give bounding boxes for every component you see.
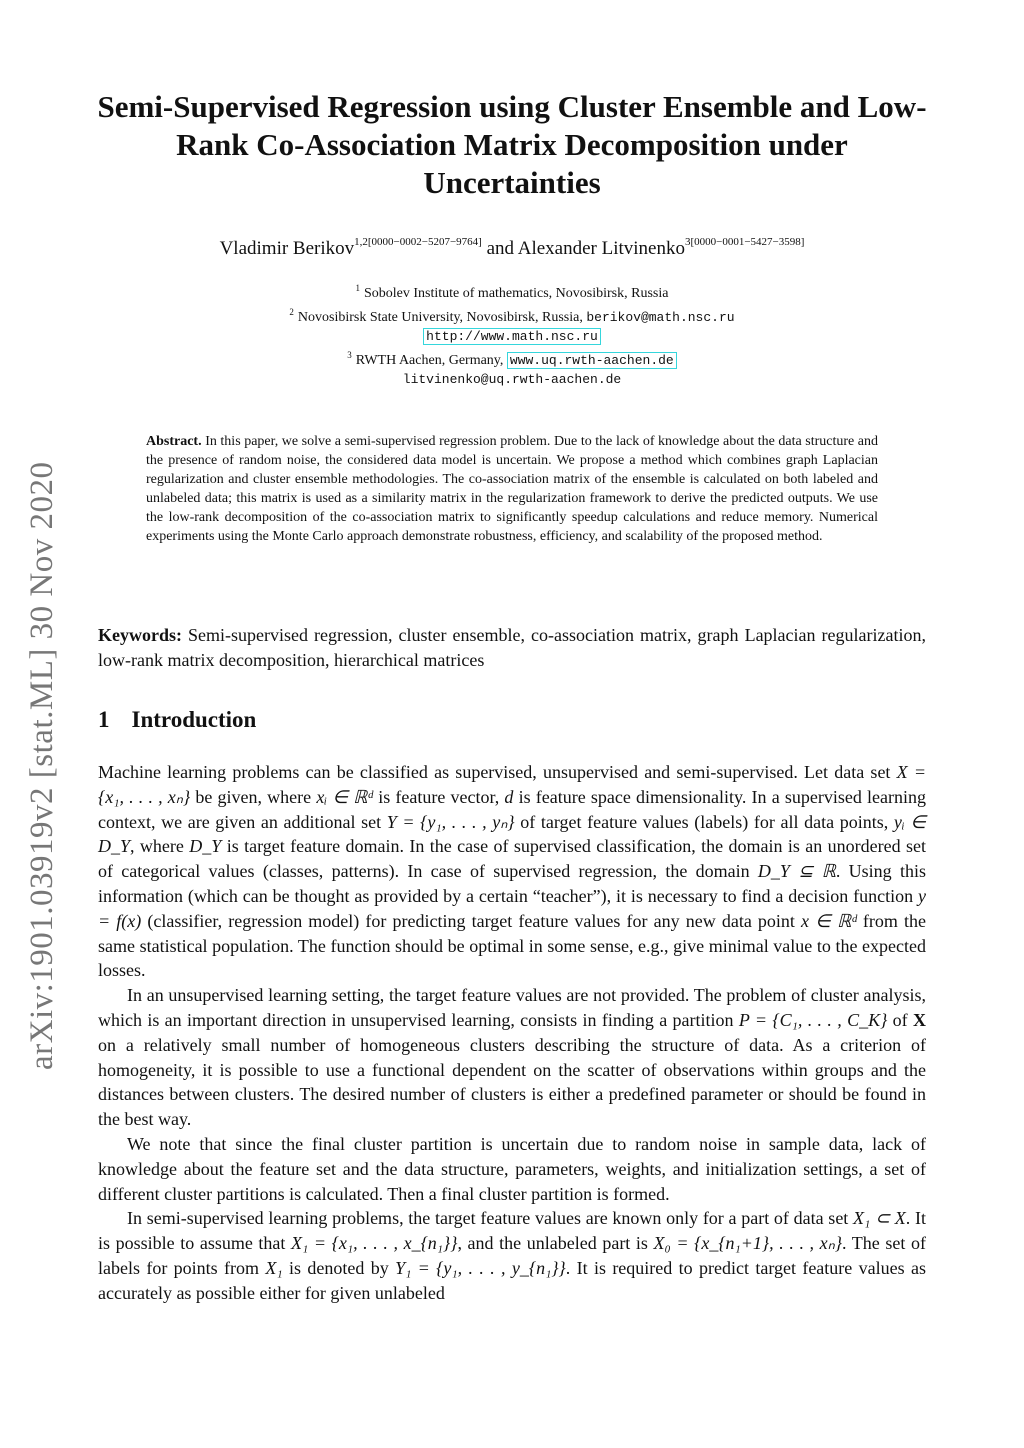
text-run: from the same statistical population. The function should be optimal in some sense, e.g., give minimal value to the expected losses. — [98, 910, 926, 981]
math-inline: P = {C₁, . . . , C_K} — [738, 1009, 888, 1030]
text-run: . The set of labels for points from — [98, 1233, 926, 1278]
math-inline: X₁ = {x₁, . . . , x_{n₁}} — [291, 1233, 458, 1254]
paragraph — [98, 983, 926, 1132]
paragraph — [98, 760, 926, 983]
math-inline: X = {x₁, . . . , xₙ} — [98, 762, 926, 807]
math-inline: D_Y — [189, 836, 222, 857]
url-link[interactable]: www.uq.rwth-aachen.de — [507, 352, 677, 369]
math-inline: X₁ ⊂ X — [853, 1208, 906, 1229]
affiliation-line — [90, 327, 934, 346]
math-inline: xᵢ ∈ ℝᵈ — [316, 786, 374, 807]
text-run: of — [887, 1009, 913, 1030]
text-run: be given, where — [190, 786, 317, 807]
keywords-text: Semi-supervised regression, cluster ensemble, co-association matrix, graph Laplacian regularization, low-rank matrix decomposition, hierarchical matrices — [98, 625, 927, 670]
affiliation-line — [90, 346, 934, 370]
arxiv-identifier: arXiv:1901.03919v2 [stat.ML] 30 Nov 2020 — [24, 461, 60, 1070]
abstract — [146, 432, 878, 546]
affiliation-line — [90, 370, 934, 389]
affiliation-text: Novosibirsk State University, Novosibirsk, Russia, — [297, 310, 583, 325]
author-name: Alexander Litvinenko — [517, 238, 685, 259]
math-inline: yᵢ ∈ D_Y — [98, 811, 926, 857]
text-run: In semi-supervised learning problems, the target feature values are known only for a part of data set — [127, 1208, 854, 1229]
math-inline: Y = {y₁, . . . , yₙ} — [386, 811, 515, 832]
paper-title: Semi-Supervised Regression using Cluster Ensemble and Low-Rank Co-Association Matrix Decomposition under Uncertainties — [97, 89, 927, 200]
abstract-text: In this paper, we solve a semi-supervised regression problem. Due to the lack of knowledge about the data structure and the presence of random noise, the considered data model is uncertain. We propose a method which combines graph Laplacian regularization and cluster ensemble methodologies. The co-association matrix of the ensemble is calculated on both labeled and unlabeled data; this matrix is used as a similarity matrix in the regularization framework to derive the predicted outputs. We use the low-rank decomposition of the co-association matrix to significantly speedup calculations and reduce memory. Numerical experiments using the Monte Carlo approach demonstrate robustness, efficiency, and scalability of the proposed method. — [146, 434, 879, 544]
affiliations — [90, 279, 934, 389]
body-text — [98, 760, 926, 1306]
text-run: Machine learning problems can be classified as supervised, unsupervised and semi-supervised. Let data set — [98, 762, 897, 782]
text-run: (classifier, regression model) for predicting target feature values for any new data point — [141, 910, 802, 931]
email-text: litvinenko@uq.rwth-aachen.de — [402, 372, 622, 387]
email-text: berikov@math.nsc.ru — [586, 310, 735, 325]
keywords — [98, 623, 926, 673]
affiliation-line — [90, 279, 934, 303]
author-superscript: 3[0000−0001−5427−3598] — [684, 236, 805, 248]
affiliation-text: Sobolev Institute of mathematics, Novosibirsk, Russia — [364, 286, 669, 301]
text-run: , and the unlabeled part is — [457, 1233, 654, 1254]
author-superscript: 1,2[0000−0002−5207−9764] — [354, 236, 482, 248]
affiliation-number: 1 — [355, 283, 360, 293]
math-inline: Y₁ = {y₁, . . . , y_{n₁}} — [395, 1257, 566, 1278]
math-inline: y = f(x) — [98, 885, 926, 931]
section-title: Introduction — [131, 707, 257, 732]
text-run: In an unsupervised learning setting, the target feature values are not provided. The problem of cluster analysis, which is an important direction in unsupervised learning, consists in finding a partition — [98, 985, 926, 1030]
math-inline: X — [913, 1009, 926, 1030]
text-run: is feature vector, — [373, 786, 505, 807]
math-inline: D_Y ⊆ ℝ — [757, 861, 836, 882]
paragraph — [98, 1206, 926, 1305]
math-inline: x ∈ ℝᵈ — [801, 910, 857, 931]
author-conjunction: and — [486, 238, 515, 259]
paragraph: We note that since the final cluster partition is uncertain due to random noise in sample data, lack of knowledge about the feature set and the data structure, parameters, weights, and initialization settings, a set of different cluster partitions is calculated. Then a final cluster partition is formed. — [98, 1133, 926, 1204]
text-run: . It is required to predict target feature values as accurately as possible either for given unlabeled — [98, 1257, 926, 1303]
affiliation-line — [90, 303, 934, 327]
affiliation-number: 3 — [347, 350, 352, 360]
url-link[interactable]: http://www.math.nsc.ru — [423, 328, 601, 345]
section-heading — [98, 707, 256, 733]
author-name: Vladimir Berikov — [219, 238, 355, 259]
keywords-label: Keywords: — [98, 625, 182, 645]
text-run: is feature space dimensionality. In a supervised learning context, we are given an additional set — [98, 786, 926, 832]
math-inline: d — [504, 786, 514, 807]
affiliation-text: RWTH Aachen, Germany, — [355, 353, 504, 368]
math-inline: X₀ = {x_{n₁+1}, . . . , xₙ} — [653, 1233, 843, 1254]
text-run: . Using this information (which can be thought as provided by a certain “teacher”), it is necessary to find a decision function — [98, 861, 926, 906]
math-inline: X₁ — [265, 1257, 283, 1278]
text-run: is denoted by — [282, 1257, 396, 1278]
abstract-label: Abstract. — [146, 434, 202, 449]
text-run: is target feature domain. In the case of supervised classification, the domain is an unordered set of categorical values (classes, patterns). In case of supervised regression, the domain — [98, 836, 926, 882]
text-run: , where — [130, 836, 190, 857]
affiliation-number: 2 — [289, 307, 294, 317]
text-run: of target feature values (labels) for all data points, — [514, 811, 894, 832]
text-run: on a relatively small number of homogeneous clusters describing the structure of data. As a criterion of homogeneity, it is possible to use a functional dependent on the scatter of observations within groups and the distances between clusters. The desired number of clusters is either a predefined parameter or should be found in the best way. — [98, 1034, 926, 1130]
text-run: . It is possible to assume that — [98, 1208, 927, 1254]
author-line — [90, 236, 934, 260]
section-number: 1 — [98, 707, 110, 732]
